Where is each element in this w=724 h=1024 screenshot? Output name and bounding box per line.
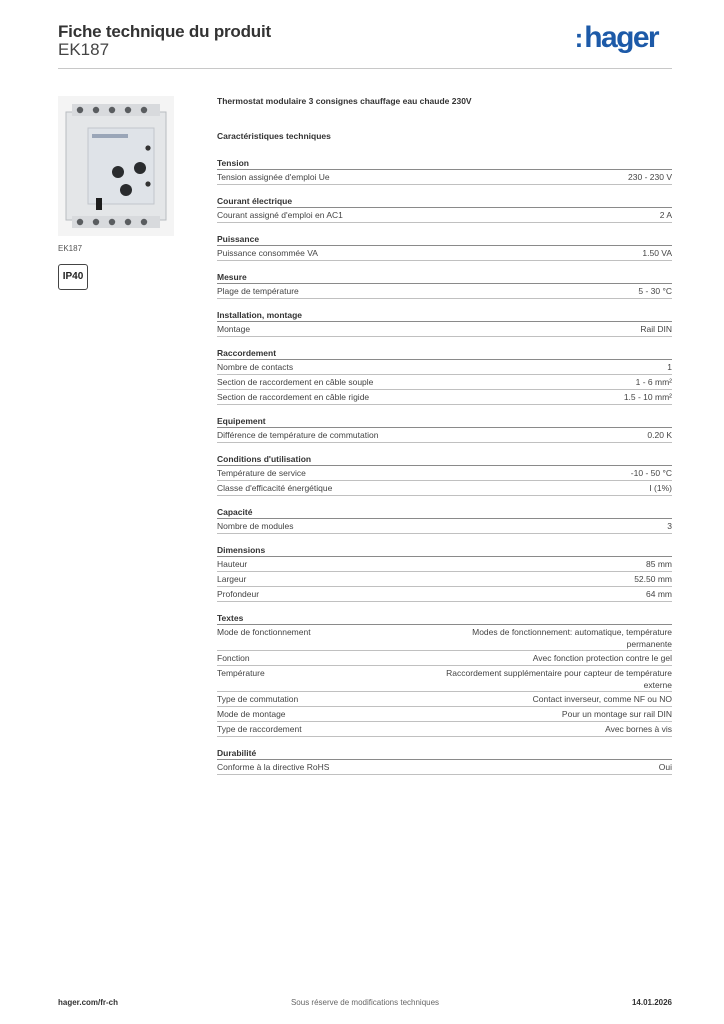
spec-row [217, 651, 672, 666]
spec-value: 64 mm [646, 589, 672, 599]
spec-label: Section de raccordement en câble souple [217, 377, 374, 387]
section-title: Tension [217, 157, 672, 170]
spec-row [217, 587, 672, 602]
section-title: Courant électrique [217, 195, 672, 208]
spec-label: Courant assigné d'emploi en AC1 [217, 210, 343, 220]
logo-text: hager [584, 21, 658, 54]
spec-value: 230 - 230 V [628, 172, 672, 182]
footer-date: 14.01.2026 [631, 998, 672, 1007]
section-title: Durabilité [217, 747, 672, 760]
image-caption: EK187 [58, 244, 83, 253]
spec-value: Avec fonction protection contre le gel [532, 653, 672, 663]
spec-label: Profondeur [217, 589, 260, 599]
footer-website: hager.com/fr-ch [58, 998, 119, 1007]
section-title: Mesure [217, 271, 672, 284]
page-header [58, 20, 672, 70]
header-divider [58, 68, 672, 69]
spec-row [217, 246, 672, 261]
spec-sections [217, 157, 672, 775]
spec-value: 2 A [659, 210, 672, 220]
spec-row [217, 284, 672, 299]
spec-row [217, 722, 672, 737]
section-title: Textes [217, 612, 672, 625]
spec-label: Nombre de modules [217, 521, 294, 531]
spec-row [217, 557, 672, 572]
spec-section [217, 271, 672, 299]
section-title: Capacité [217, 506, 672, 519]
section-title: Puissance [217, 233, 672, 246]
spec-label: Conforme à la directive RoHS [217, 762, 330, 772]
section-title: Installation, montage [217, 309, 672, 322]
page-title: Fiche technique du produit [58, 22, 271, 41]
spec-value: -10 - 50 °C [630, 468, 672, 478]
spec-label: Hauteur [217, 559, 248, 569]
spec-label: Plage de température [217, 286, 299, 296]
spec-label: Section de raccordement en câble rigide [217, 392, 370, 402]
product-description: Thermostat modulaire 3 consignes chauffage eau chaude 230V [217, 96, 472, 106]
spec-section [217, 415, 672, 443]
spec-value: 52.50 mm [634, 574, 672, 584]
spec-label: Mode de montage [217, 709, 286, 719]
spec-section [217, 157, 672, 185]
spec-row [217, 625, 672, 651]
footer-disclaimer: Sous réserve de modifications techniques [290, 998, 440, 1007]
spec-row [217, 360, 672, 375]
spec-label: Différence de température de commutation [217, 430, 379, 440]
spec-label: Classe d'efficacité énergétique [217, 483, 333, 493]
spec-row [217, 481, 672, 496]
spec-label: Nombre de contacts [217, 362, 294, 372]
spec-section [217, 747, 672, 775]
spec-value: Rail DIN [640, 324, 672, 334]
thermostat-image [58, 96, 174, 236]
spec-label: Montage [217, 324, 251, 334]
spec-section [217, 453, 672, 496]
hager-logo: :hager [574, 21, 658, 54]
spec-value: Pour un montage sur rail DIN [561, 709, 672, 719]
spec-value: 1 [667, 362, 672, 372]
spec-value: Oui [658, 762, 672, 772]
spec-value: 5 - 30 °C [638, 286, 672, 296]
spec-row [217, 390, 672, 405]
spec-section [217, 544, 672, 602]
product-image [58, 96, 174, 236]
spec-value: 85 mm [646, 559, 672, 569]
ip-rating-badge: IP40 [58, 264, 88, 290]
spec-row [217, 208, 672, 223]
spec-row [217, 707, 672, 722]
spec-value: Raccordement supplémentaire pour capteur de température externe [446, 668, 672, 690]
spec-label: Fonction [217, 653, 250, 663]
spec-section [217, 309, 672, 337]
section-title: Conditions d'utilisation [217, 453, 672, 466]
spec-row [217, 170, 672, 185]
spec-row [217, 572, 672, 587]
spec-section [217, 195, 672, 223]
spec-value: Avec bornes à vis [605, 724, 672, 734]
spec-row [217, 466, 672, 481]
spec-section [217, 506, 672, 534]
spec-value: 3 [667, 521, 672, 531]
spec-label: Largeur [217, 574, 247, 584]
spec-label: Température de service [217, 468, 306, 478]
spec-section [217, 347, 672, 405]
spec-value: 1 - 6 mm² [635, 377, 672, 387]
spec-row [217, 760, 672, 775]
technical-characteristics-heading: Caractéristiques techniques [217, 131, 331, 141]
spec-label: Type de commutation [217, 694, 299, 704]
spec-section [217, 612, 672, 737]
spec-section [217, 233, 672, 261]
spec-row [217, 428, 672, 443]
spec-value: Contact inverseur, comme NF ou NO [532, 694, 672, 704]
spec-row [217, 692, 672, 707]
spec-row [217, 322, 672, 337]
spec-value: 1.50 VA [642, 248, 672, 258]
product-reference: EK187 [58, 40, 110, 59]
spec-value: 1.5 - 10 mm² [623, 392, 672, 402]
section-title: Equipement [217, 415, 672, 428]
section-title: Raccordement [217, 347, 672, 360]
spec-label: Tension assignée d'emploi Ue [217, 172, 330, 182]
section-title: Dimensions [217, 544, 672, 557]
spec-row [217, 666, 672, 692]
page-footer [58, 998, 672, 1012]
spec-value: Modes de fonctionnement: automatique, température permanente [472, 627, 672, 649]
specifications [217, 96, 672, 785]
spec-row [217, 375, 672, 390]
spec-value: 0.20 K [647, 430, 672, 440]
spec-label: Température [217, 668, 265, 678]
spec-row [217, 519, 672, 534]
spec-label: Mode de fonctionnement [217, 627, 311, 637]
spec-label: Puissance consommée VA [217, 248, 318, 258]
spec-label: Type de raccordement [217, 724, 302, 734]
spec-value: I (1%) [649, 483, 672, 493]
